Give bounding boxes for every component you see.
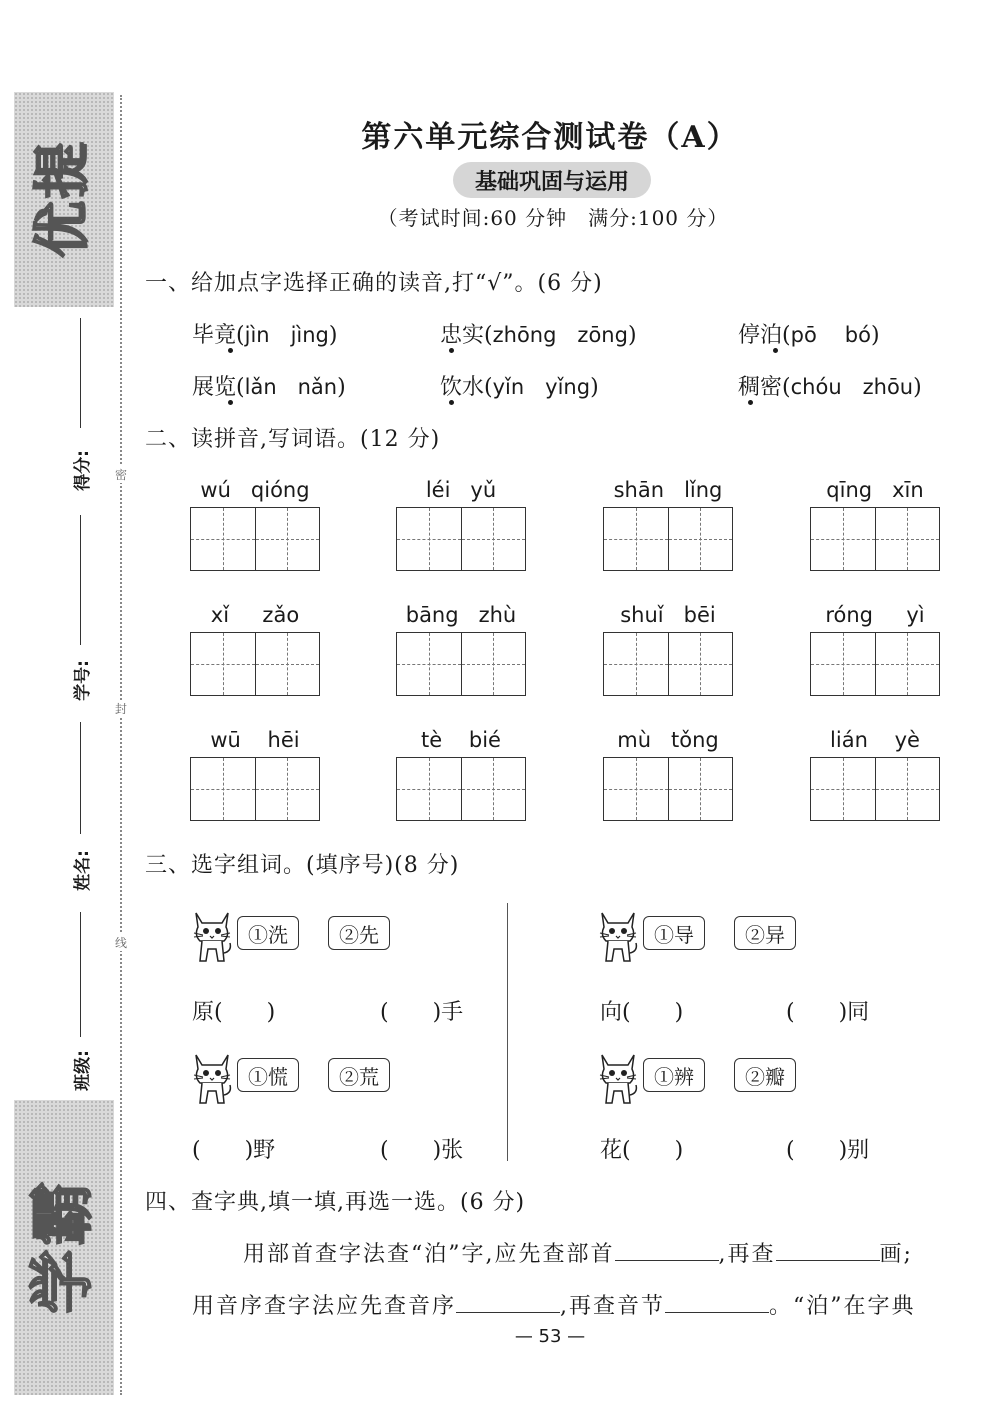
- subtitle-badge: 基础巩固与运用: [453, 162, 651, 198]
- class-label: 班级:: [72, 1049, 93, 1091]
- pinyin-label: shān lǐng: [613, 478, 723, 502]
- pinyin-label: lián yè: [830, 728, 920, 752]
- exam-info: （考试时间:60 分钟 满分:100 分）: [377, 206, 729, 230]
- page-title: 第六单元综合测试卷（A）: [361, 120, 739, 155]
- pinyin-label: róng yì: [825, 603, 925, 627]
- writing-grid[interactable]: [190, 757, 320, 821]
- choice-option[interactable]: ①辨: [643, 1058, 705, 1092]
- fill-in-blank[interactable]: ( )张: [380, 1138, 464, 1163]
- section4-heading: 四、查字典,填一填,再选一选。(6 分): [145, 1190, 526, 1215]
- class-line[interactable]: [80, 912, 81, 1037]
- pinyin-label: bāng zhù: [405, 603, 517, 627]
- choice-option[interactable]: ②异: [734, 916, 796, 950]
- writing-grid[interactable]: [603, 507, 733, 571]
- section2-heading: 二、读拼音,写词语。(12 分): [145, 427, 441, 452]
- option-a[interactable]: zhōng: [492, 323, 557, 347]
- option-a[interactable]: chóu: [790, 375, 842, 399]
- score-label: 得分:: [72, 449, 93, 491]
- emphasis-dot: [748, 400, 753, 405]
- emphasis-dot: [449, 348, 454, 353]
- brand-text-bottom: [14, 1100, 114, 1395]
- pinyin-label: mù tǒng: [617, 728, 719, 752]
- fill-in-blank[interactable]: 向( ): [600, 1000, 684, 1025]
- option-a[interactable]: yǐn: [492, 375, 525, 399]
- option-a[interactable]: lǎn: [244, 375, 277, 399]
- pinyin-label: tè bié: [421, 728, 501, 752]
- pinyin-label: qīng xīn: [826, 478, 924, 502]
- section4-line2: 用音序查字法应先查音序 ,再查音节 。“泊”在字典: [192, 1289, 916, 1320]
- seal-char-xian: 线: [112, 934, 130, 951]
- writing-grid[interactable]: [396, 757, 526, 821]
- emphasis-dot: [228, 400, 233, 405]
- pronunciation-item: 停泊(pō bó): [738, 323, 880, 348]
- brand-char: 学: [26, 1249, 101, 1314]
- option-b[interactable]: bó: [844, 323, 871, 347]
- pinyin-label: wū hēi: [210, 728, 300, 752]
- writing-grid[interactable]: [190, 632, 320, 696]
- option-b[interactable]: nǎn: [297, 375, 338, 399]
- writing-grid[interactable]: [810, 632, 940, 696]
- pinyin-label: léi yǔ: [425, 478, 497, 502]
- choice-option[interactable]: ①导: [643, 916, 705, 950]
- fill-in-blank[interactable]: ( )野: [192, 1138, 276, 1163]
- cat-icon: [190, 1047, 234, 1107]
- emphasis-dot: [228, 348, 233, 353]
- choice-option[interactable]: ①慌: [237, 1058, 299, 1092]
- answer-blank[interactable]: [776, 1238, 880, 1261]
- writing-grid[interactable]: [396, 632, 526, 696]
- writing-grid[interactable]: [810, 507, 940, 571]
- section4-line1: 用部首查字法查“泊”字,应先查部首 ,再查 画;: [243, 1237, 913, 1268]
- writing-grid[interactable]: [396, 507, 526, 571]
- student-id-label: 学号:: [72, 659, 93, 701]
- cat-icon: [596, 905, 640, 965]
- brand-char: 优: [30, 200, 96, 257]
- cat-icon: [596, 1047, 640, 1107]
- name-label: 姓名:: [72, 849, 93, 891]
- score-line: [80, 318, 81, 428]
- fill-in-blank[interactable]: 花( ): [600, 1138, 684, 1163]
- writing-grid[interactable]: [810, 757, 940, 821]
- writing-grid[interactable]: [190, 507, 320, 571]
- answer-blank[interactable]: [456, 1290, 560, 1313]
- pronunciation-item: 展览(lǎn nǎn): [192, 375, 346, 400]
- page-number: — 53 —: [514, 1326, 586, 1347]
- fill-in-blank[interactable]: ( )同: [786, 1000, 870, 1025]
- emphasis-dot: [773, 348, 778, 353]
- pronunciation-item: 饮水(yǐn yǐng): [440, 375, 599, 400]
- option-b[interactable]: yǐng: [545, 375, 591, 399]
- option-b[interactable]: zōng: [577, 323, 628, 347]
- fill-in-blank[interactable]: 原( ): [192, 1000, 276, 1025]
- choice-option[interactable]: ②先: [328, 916, 390, 950]
- choice-option[interactable]: ①洗: [237, 916, 299, 950]
- emphasis-dot: [449, 400, 454, 405]
- student-id-line[interactable]: [80, 515, 81, 645]
- fill-in-blank[interactable]: ( )手: [380, 1000, 464, 1025]
- cat-icon: [190, 905, 234, 965]
- section3-heading: 三、选字组词。(填序号)(8 分): [145, 853, 460, 878]
- option-b[interactable]: jìng: [290, 323, 329, 347]
- pronunciation-item: 稠密(chóu zhōu): [738, 375, 922, 400]
- column-divider: [507, 903, 508, 1161]
- writing-grid[interactable]: [603, 632, 733, 696]
- pinyin-label: wú qióng: [200, 478, 310, 502]
- seal-char-feng: 封: [112, 700, 130, 717]
- choice-option[interactable]: ②瓣: [734, 1058, 796, 1092]
- pronunciation-item: 忠实(zhōng zōng): [440, 323, 637, 348]
- pinyin-label: xǐ zǎo: [210, 603, 300, 627]
- answer-blank[interactable]: [665, 1290, 769, 1313]
- fill-in-blank[interactable]: ( )别: [786, 1138, 870, 1163]
- option-a[interactable]: jìn: [244, 323, 270, 347]
- brand-char: 霸: [26, 1181, 101, 1246]
- pronunciation-item: 毕竟(jìn jìng): [192, 323, 338, 348]
- name-line[interactable]: [80, 722, 81, 834]
- answer-blank[interactable]: [615, 1238, 719, 1261]
- section1-heading: 一、给加点字选择正确的读音,打“√”。(6 分): [145, 271, 603, 296]
- writing-grid[interactable]: [603, 757, 733, 821]
- seal-dotted-line: [120, 95, 122, 1395]
- seal-char-mi: 密: [112, 466, 130, 483]
- brand-char: 提: [30, 142, 96, 199]
- option-b[interactable]: zhōu: [862, 375, 914, 399]
- choice-option[interactable]: ②荒: [328, 1058, 390, 1092]
- pinyin-label: shuǐ bēi: [620, 603, 716, 627]
- option-a[interactable]: pō: [790, 323, 817, 347]
